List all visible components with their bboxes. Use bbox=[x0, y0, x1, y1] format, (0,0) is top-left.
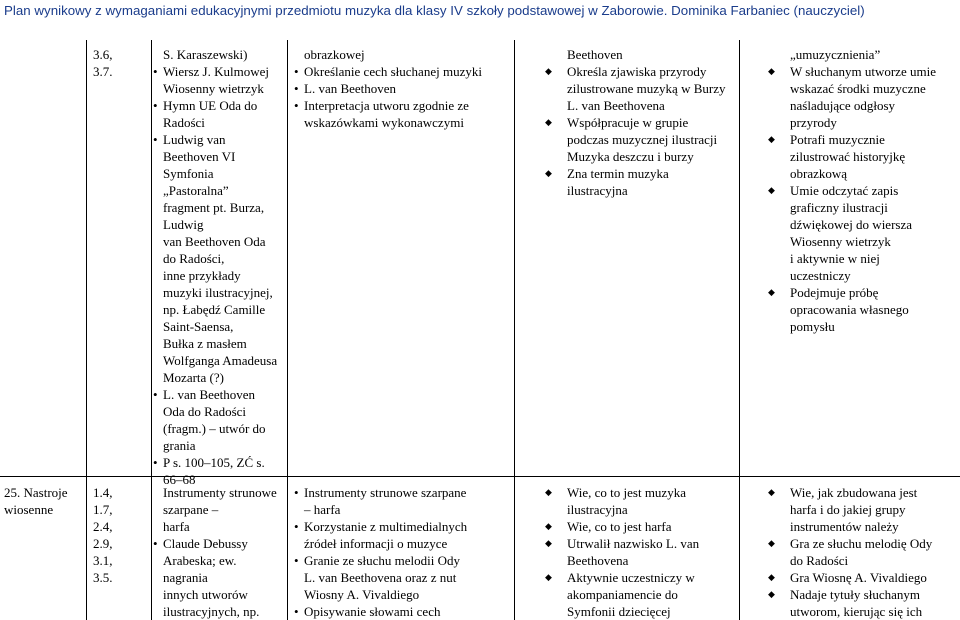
list-item: • Hymn UE Oda do bbox=[149, 97, 287, 114]
list-item-continuation: inne przykłady bbox=[163, 268, 241, 283]
list-item-continuation: Oda do Radości bbox=[163, 404, 247, 419]
list-item-continuation: harfa bbox=[163, 519, 190, 534]
code: 2.9, bbox=[93, 536, 113, 551]
row1-activities bbox=[290, 46, 514, 131]
list-item-continuation: fragment pt. Burza, bbox=[163, 200, 265, 215]
row1-extended-requirements bbox=[768, 46, 958, 335]
list-item-continuation: Wolfganga Amadeusa bbox=[163, 353, 278, 368]
list-item-continuation: Saint-Saensa, bbox=[163, 319, 234, 334]
code: 3.6, bbox=[93, 47, 113, 62]
list-item-continuation: zilustrować historyjkę bbox=[790, 149, 906, 164]
list-item: ◆ Podejmuje próbę bbox=[768, 284, 958, 301]
list-item-continuation: L. van Beethovena bbox=[567, 98, 665, 113]
list-item: • Instrumenty strunowe szarpane bbox=[290, 484, 514, 501]
list-item-continuation: Muzyka deszczu i burzy bbox=[567, 149, 694, 164]
list-item-continuation: podczas muzycznej ilustracji bbox=[567, 132, 718, 147]
lesson-topic: 25. Nastroje wiosenne bbox=[4, 485, 68, 517]
list-item: ◆ Wie, co to jest harfa bbox=[545, 518, 739, 535]
list-item-continuation: zilustrowane muzyką w Burzy bbox=[567, 81, 726, 96]
list-item-continuation: Radości bbox=[163, 115, 205, 130]
row2-activities bbox=[290, 484, 514, 620]
list-item: ◆ Gra Wiosnę A. Vivaldiego bbox=[768, 569, 958, 586]
list-item: • Interpretacja utworu zgodnie ze bbox=[290, 97, 514, 114]
list-item-continuation: dźwiękowej do wiersza bbox=[790, 217, 913, 232]
list-item-continuation: Symfonia bbox=[163, 166, 214, 181]
col-divider bbox=[86, 40, 87, 620]
list-item-continuation: szarpane – bbox=[163, 502, 219, 517]
list-item-continuation: pomysłu bbox=[790, 319, 835, 334]
list-item: • L. van Beethoven bbox=[149, 386, 287, 403]
list-item-continuation: Beethoven bbox=[567, 47, 623, 62]
list-item-continuation: Beethovena bbox=[567, 553, 629, 568]
list-item-continuation: Symfonii dziecięcej bbox=[567, 604, 671, 619]
list-item-continuation: i aktywnie w niej bbox=[790, 251, 880, 266]
list-item: ◆ Potrafi muzycznie bbox=[768, 131, 958, 148]
list-item-continuation: Arabeska; ew. bbox=[163, 553, 237, 568]
list-item: • Ludwig van bbox=[149, 131, 287, 148]
list-item-continuation: (fragm.) – utwór do bbox=[163, 421, 266, 436]
list-item-continuation: opracowania własnego bbox=[790, 302, 909, 317]
activities-list bbox=[290, 484, 514, 620]
list-item-continuation: – harfa bbox=[304, 502, 341, 517]
basic-requirements-list bbox=[545, 484, 739, 620]
list-item-continuation: obrazkową bbox=[790, 166, 848, 181]
list-item: • Granie ze słuchu melodii Ody bbox=[290, 552, 514, 569]
row1-basic-requirements bbox=[545, 46, 739, 199]
code: 3.1, bbox=[93, 553, 113, 568]
list-item: • Określanie cech słuchanej muzyki bbox=[290, 63, 514, 80]
list-item-continuation: muzyki ilustracyjnej, bbox=[163, 285, 273, 300]
list-item-continuation: „Pastoralna” bbox=[163, 183, 229, 198]
list-item-continuation: S. Karaszewski) bbox=[163, 47, 248, 62]
list-item: ◆ Określa zjawiska przyrody bbox=[545, 63, 739, 80]
list-item: ◆ Aktywnie uczestniczy w bbox=[545, 569, 739, 586]
list-item-continuation: wskazówkami wykonawczymi bbox=[304, 115, 464, 130]
row2-content bbox=[149, 484, 287, 620]
list-item-continuation: utworom, kierując się ich bbox=[790, 604, 923, 619]
list-item-continuation: ilustracyjna bbox=[567, 502, 628, 517]
list-item: ◆ Nadaje tytuły słuchanym bbox=[768, 586, 958, 603]
list-item: • L. van Beethoven bbox=[290, 80, 514, 97]
extended-requirements-list bbox=[768, 484, 958, 620]
document-header bbox=[0, 0, 960, 22]
list-item-continuation: Wiosenny wietrzyk bbox=[790, 234, 891, 249]
list-item-continuation: do Radości bbox=[790, 553, 849, 568]
col-divider bbox=[514, 40, 515, 620]
list-item: ◆ Zna termin muzyka bbox=[545, 165, 739, 182]
list-item: ◆ Gra ze słuchu melodię Ody bbox=[768, 535, 958, 552]
list-item: • Opisywanie słowami cech bbox=[290, 603, 514, 620]
col-divider bbox=[739, 40, 740, 620]
row1-content bbox=[149, 46, 287, 488]
code: 1.7, bbox=[93, 502, 113, 517]
list-item: • P s. 100–105, ZĆ s. bbox=[149, 454, 287, 471]
list-item-continuation: ilustracyjnych, np. bbox=[163, 604, 260, 619]
list-item-continuation: L. van Beethovena oraz z nut bbox=[304, 570, 457, 585]
list-item: ◆ W słuchanym utworze umie bbox=[768, 63, 958, 80]
list-item-continuation: do Radości, bbox=[163, 251, 225, 266]
list-item: ◆ Współpracuje w grupie bbox=[545, 114, 739, 131]
list-item-continuation: Instrumenty strunowe bbox=[163, 485, 277, 500]
code: 3.5. bbox=[93, 570, 113, 585]
list-item-continuation: ilustracyjna bbox=[567, 183, 628, 198]
list-item-continuation: Ludwig bbox=[163, 217, 204, 232]
list-item-continuation: grania bbox=[163, 438, 196, 453]
list-item-continuation: Wiosenny wietrzyk bbox=[163, 81, 264, 96]
list-item: • Claude Debussy bbox=[149, 535, 287, 552]
list-item-continuation: Beethoven VI bbox=[163, 149, 236, 164]
row2-topic bbox=[4, 484, 84, 518]
list-item: ◆ Wie, jak zbudowana jest bbox=[768, 484, 958, 501]
list-item-continuation: przyrody bbox=[790, 115, 837, 130]
activities-list bbox=[290, 46, 514, 131]
list-item-continuation: innych utworów bbox=[163, 587, 248, 602]
row2-codes bbox=[93, 484, 149, 586]
list-item: ◆ Umie odczytać zapis bbox=[768, 182, 958, 199]
list-item: ◆ Wie, co to jest muzyka bbox=[545, 484, 739, 501]
list-item-continuation: obrazkowej bbox=[304, 47, 365, 62]
list-item-continuation: źródeł informacji o muzyce bbox=[304, 536, 448, 551]
col-divider bbox=[287, 40, 288, 620]
list-item: • Korzystanie z multimedialnych bbox=[290, 518, 514, 535]
list-item-continuation: „umuzycznienia” bbox=[790, 47, 881, 62]
list-item: • Wiersz J. Kulmowej bbox=[149, 63, 287, 80]
list-item-continuation: van Beethoven Oda bbox=[163, 234, 266, 249]
list-item-continuation: graficzny ilustracji bbox=[790, 200, 888, 215]
list-item-continuation: harfa i do jakiej grupy bbox=[790, 502, 906, 517]
row1-codes bbox=[93, 46, 149, 80]
code: 3.7. bbox=[93, 64, 113, 79]
list-item-continuation: Wiosny A. Vivaldiego bbox=[304, 587, 420, 602]
list-item-continuation: nagrania bbox=[163, 570, 208, 585]
list-item-continuation: naśladujące odgłosy bbox=[790, 98, 896, 113]
list-item-continuation: Bułka z masłem bbox=[163, 336, 247, 351]
list-item-continuation: np. Łabędź Camille bbox=[163, 302, 266, 317]
row2-basic-requirements bbox=[545, 484, 739, 620]
document-title: Plan wynikowy z wymaganiami edukacyjnymi przedmiotu muzyka dla klasy IV szkoły podstawowej w Zaborowie. Dominika Farbaniec (nauczyciel) bbox=[4, 3, 865, 18]
list-item-continuation: instrumentów należy bbox=[790, 519, 899, 534]
list-item-continuation: akompaniamencie do bbox=[567, 587, 678, 602]
row2-extended-requirements bbox=[768, 484, 958, 620]
list-item-continuation: wskazać środki muzyczne bbox=[790, 81, 926, 96]
code: 1.4, bbox=[93, 485, 113, 500]
content-list bbox=[149, 484, 287, 620]
row-divider bbox=[0, 476, 960, 477]
list-item-continuation: uczestniczy bbox=[790, 268, 851, 283]
content-list bbox=[149, 46, 287, 488]
list-item: ◆ Utrwalił nazwisko L. van bbox=[545, 535, 739, 552]
list-item-continuation: Mozarta (?) bbox=[163, 370, 224, 385]
code: 2.4, bbox=[93, 519, 113, 534]
extended-requirements-list bbox=[768, 46, 958, 335]
list-item-continuation: 66–68 bbox=[163, 472, 196, 487]
basic-requirements-list bbox=[545, 46, 739, 199]
